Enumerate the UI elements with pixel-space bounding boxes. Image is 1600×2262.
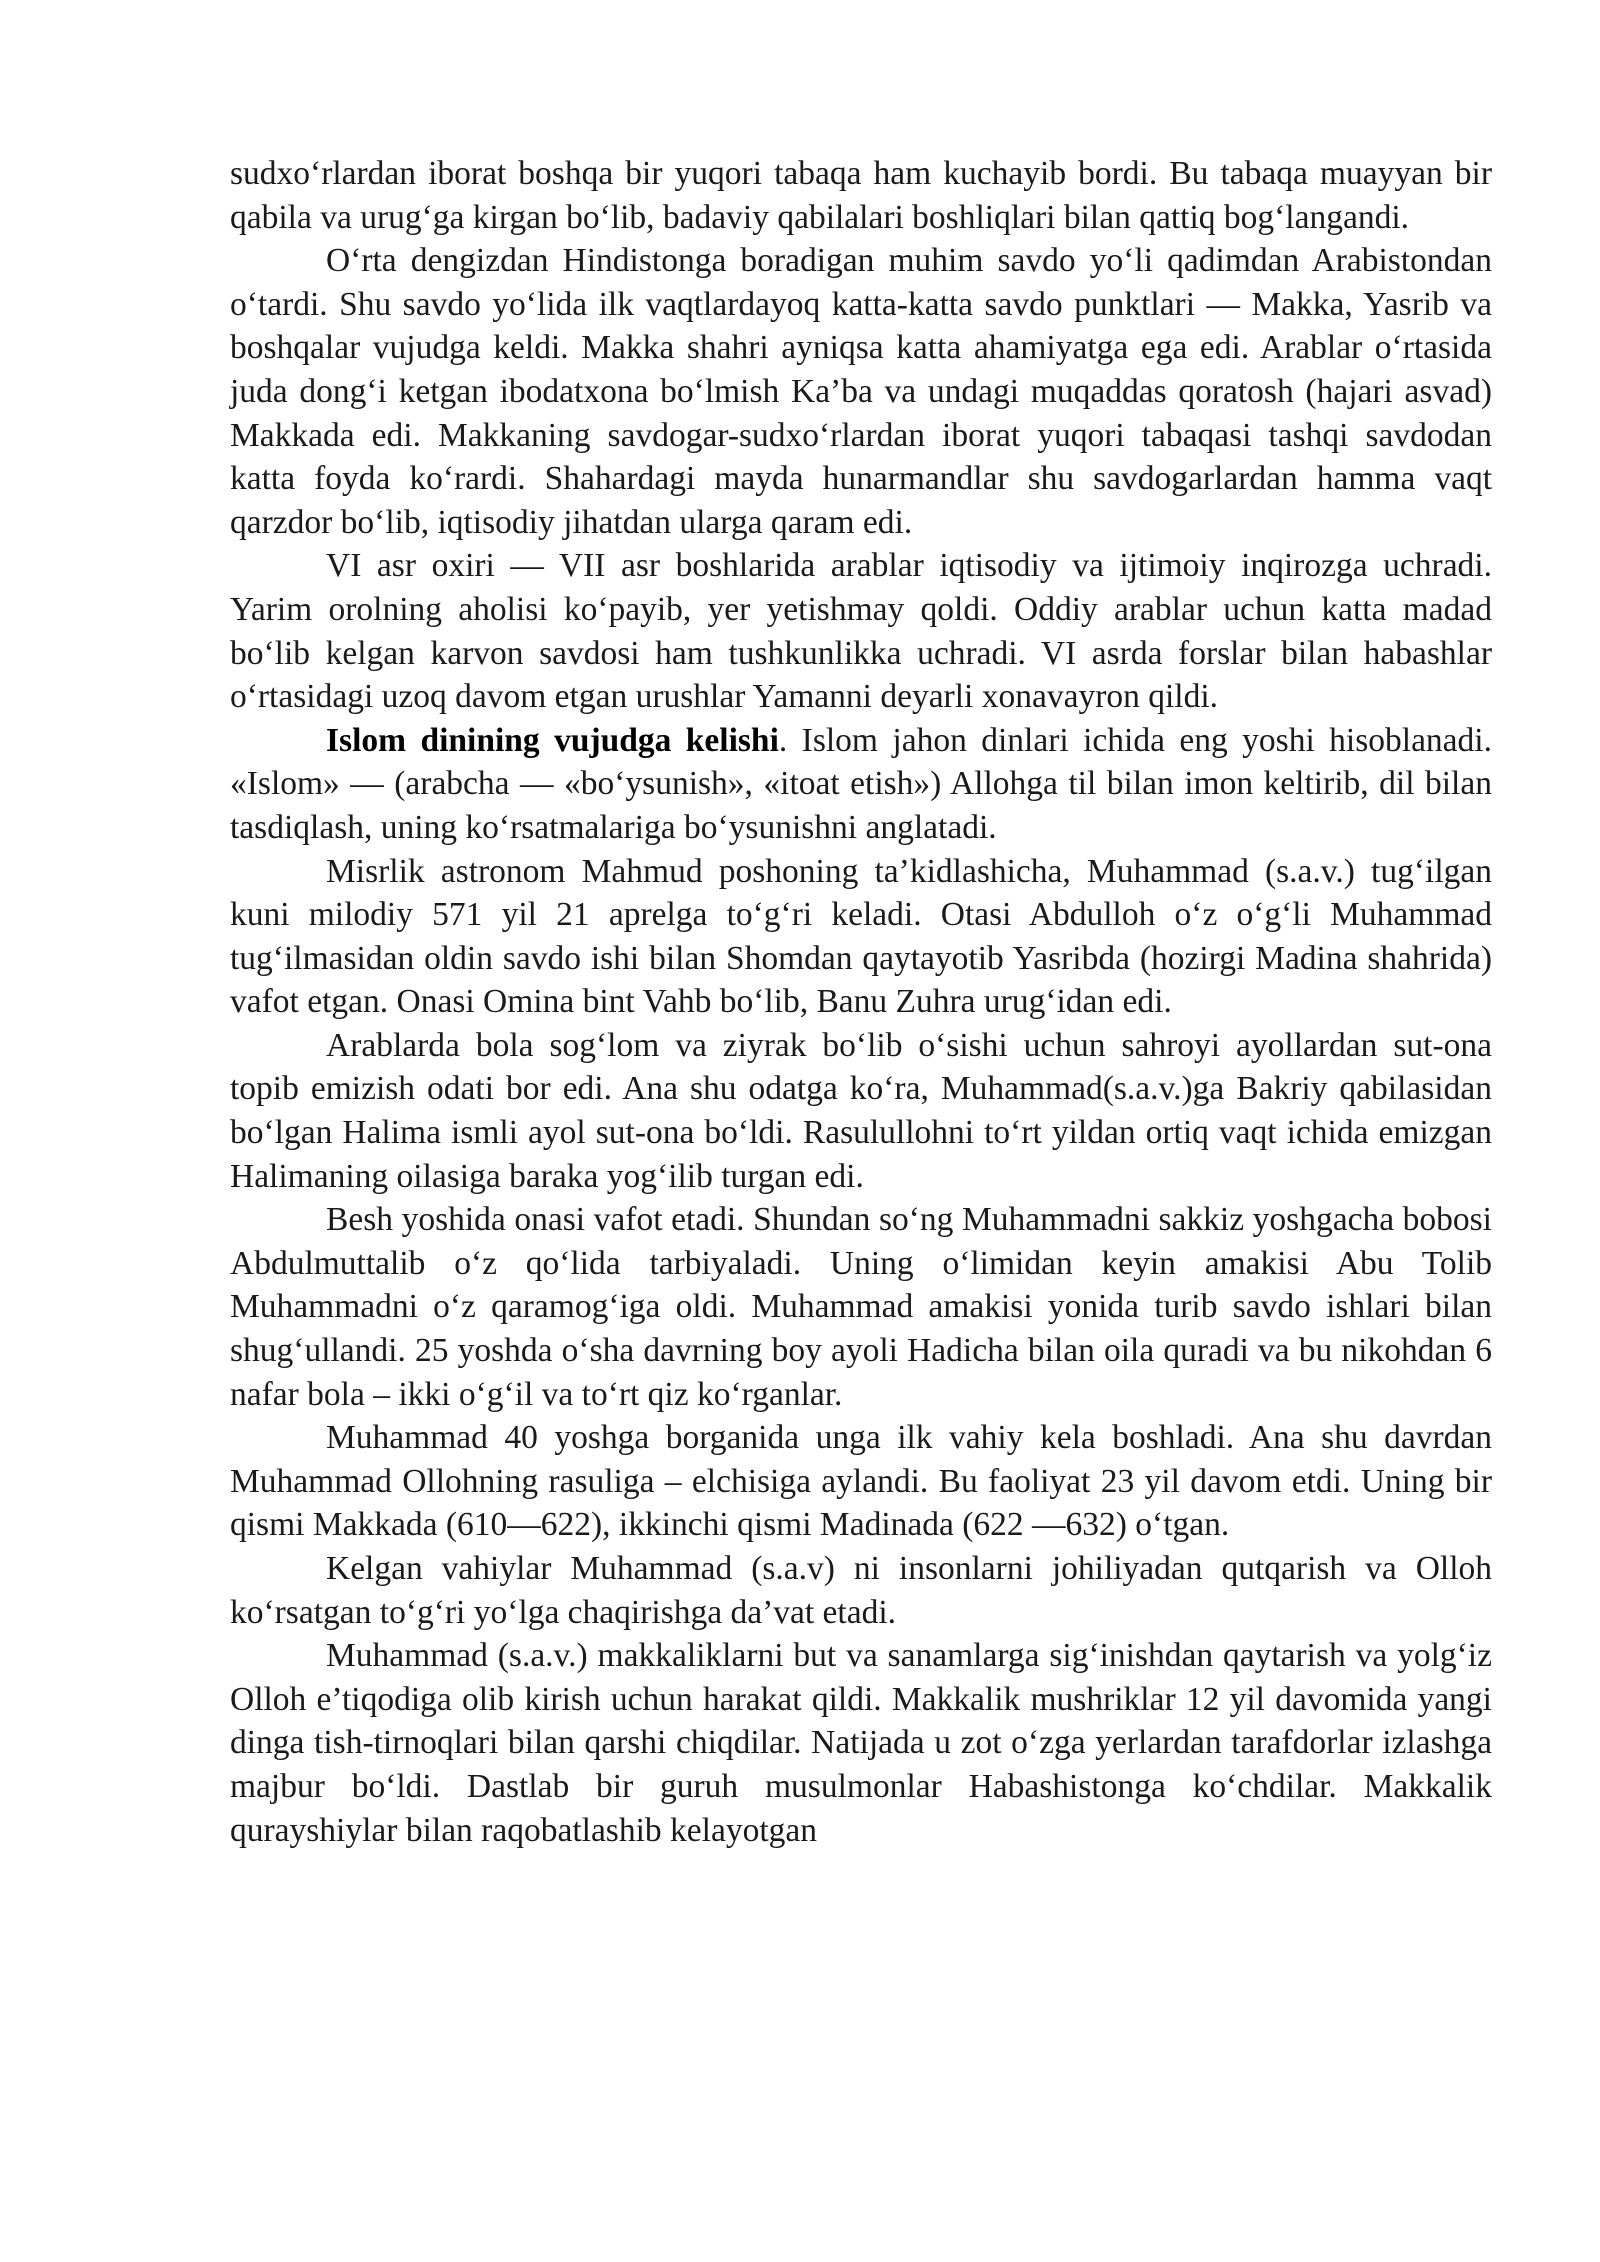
paragraph: Muhammad 40 yoshga borganida unga ilk vahiy kela boshladi. Ana shu davrdan Muhammad Ollohning rasuliga – elchisiga aylandi. Bu faoliyat 23 yil davom etdi. Uning bir qismi Makkada (610—622), ikkinchi qismi Madinada (622 —632) o‘tgan.: [230, 1419, 1492, 1544]
paragraph: Misrlik astronom Mahmud poshoning ta’kidlashicha, Muhammad (s.a.v.) tug‘ilgan kuni milodiy 571 yil 21 aprelga to‘g‘ri keladi. Otasi Abdulloh o‘z o‘g‘li Muhammad tug‘ilmasidan oldin savdo ishi bilan Shomdan qaytayotib Yasribda (hozirgi Madina shahrida) vafot etgan. Onasi Omina bint Vahb bo‘lib, Banu Zuhra urug‘idan edi.: [230, 852, 1492, 1021]
section-paragraph: [230, 719, 1492, 850]
document-page: [230, 152, 1492, 1852]
section-heading: Islom dinining vujudga kelishi: [326, 721, 779, 759]
paragraph: Muhammad (s.a.v.) makkaliklarni but va sanamlarga sig‘inishdan qaytarish va yolg‘iz Olloh e’tiqodiga olib kirish uchun harakat qildi. Makkalik mushriklar 12 yil davomida yangi dinga tish-tirnoqlari bilan qarshi chiqdilar. Natijada u zot o‘zga yerlardan tarafdorlar izlashga majbur bo‘ldi. Dastlab bir guruh musulmonlar Habashistonga ko‘chdilar. Makkalik qurayshiylar bilan raqobatlashib kelayotgan: [230, 1637, 1492, 1849]
paragraph: O‘rta dengizdan Hindistonga boradigan muhim savdo yo‘li qadimdan Arabistondan o‘tardi. Shu savdo yo‘lida ilk vaqtlardayoq katta-katta savdo punktlari — Makka, Yasrib va boshqalar vujudga keldi. Makka shahri ayniqsa katta ahamiyatga ega edi. Arablar o‘rtasida juda dong‘i ketgan ibodatxona bo‘lmish Ka’ba va undagi muqaddas qoratosh (hajari asvad) Makkada edi. Makkaning savdogar-sudxo‘rlardan iborat yuqori tabaqasi tashqi savdodan katta foyda ko‘rardi. Shahardagi mayda hunarmandlar shu savdogarlardan hamma vaqt qarzdor bo‘lib, iqtisodiy jihatdan ularga qaram edi.: [230, 242, 1492, 541]
paragraph: Arablarda bola sog‘lom va ziyrak bo‘lib o‘sishi uchun sahroyi ayollardan sut-ona topib emizish odati bor edi. Ana shu odatga ko‘ra, Muhammad(s.a.v.)ga Bakriy qabilasidan bo‘lgan Halima ismli ayol sut-ona bo‘ldi. Rasulullohni to‘rt yildan ortiq vaqt ichida emizgan Halimaning oilasiga baraka yog‘ilib turgan edi.: [230, 1026, 1492, 1195]
paragraph: VI asr oxiri — VII asr boshlarida arablar iqtisodiy va ijtimoiy inqirozga uchradi. Yarim orolning aholisi ko‘payib, yer yetishmay qoldi. Oddiy arablar uchun katta madad bo‘lib kelgan karvon savdosi ham tushkunlikka uchradi. VI asrda forslar bilan habashlar o‘rtasidagi uzoq davom etgan urushlar Yamanni deyarli xonavayron qildi.: [230, 547, 1492, 716]
paragraph-text: . Islom jahon dinlari ichida eng yoshi hisoblanadi. «Islom» — (arabcha — «bo‘ysunish», «itoat etish») Allohga til bilan imon keltirib, dil bilan tasdiqlash, uning ko‘rsatmalariga bo‘ysunishni anglatadi.: [230, 721, 1492, 846]
paragraph: sudxo‘rlardan iborat boshqa bir yuqori tabaqa ham kuchayib bordi. Bu tabaqa muayyan bir qabila va urug‘ga kirgan bo‘lib, badaviy qabilalari boshliqlari bilan qattiq bog‘langandi.: [230, 155, 1492, 236]
paragraph: Kelgan vahiylar Muhammad (s.a.v) ni insonlarni johiliyadan qutqarish va Olloh ko‘rsatgan to‘g‘ri yo‘lga chaqirishga da’vat etadi.: [230, 1550, 1492, 1631]
paragraph: Besh yoshida onasi vafot etadi. Shundan so‘ng Muhammadni sakkiz yoshgacha bobosi Abdulmuttalib o‘z qo‘lida tarbiyaladi. Uning o‘limidan keyin amakisi Abu Tolib Muhammadni o‘z qaramog‘iga oldi. Muhammad amakisi yonida turib savdo ishlari bilan shug‘ullandi. 25 yoshda o‘sha davrning boy ayoli Hadicha bilan oila quradi va bu nikohdan 6 nafar bola – ikki o‘g‘il va to‘rt qiz ko‘rganlar.: [230, 1201, 1492, 1413]
